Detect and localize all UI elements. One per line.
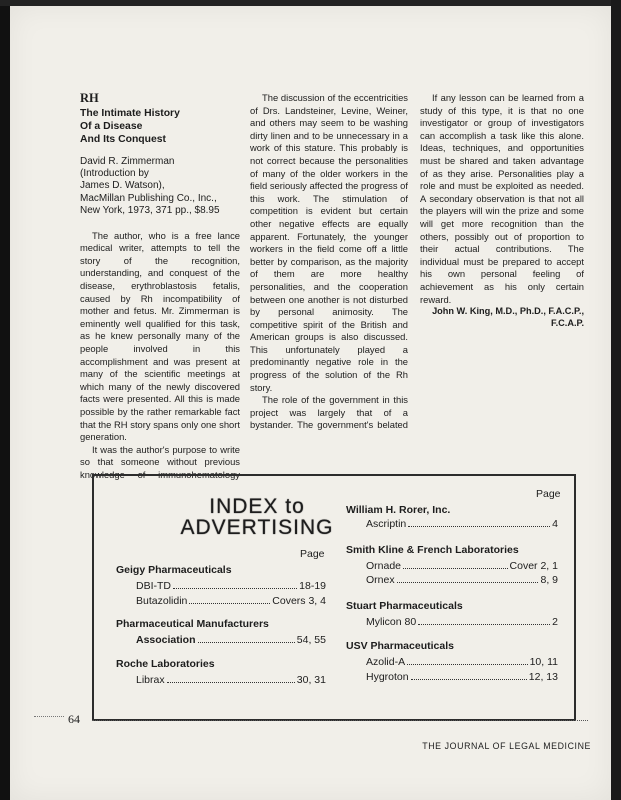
index-entry [136, 634, 326, 646]
product-name: Librax [136, 674, 165, 686]
subtitle-line: The Intimate History [80, 107, 180, 119]
product-name: Ornade [366, 560, 402, 572]
page-reference: 54, 55 [296, 634, 326, 646]
index-entry [366, 656, 558, 668]
scan-mark [34, 716, 64, 717]
page-reference: 18-19 [299, 580, 326, 592]
review-column-3 [420, 92, 584, 329]
index-title-line: ADVERTISING [180, 516, 334, 539]
citation-line: MacMillan Publishing Co., Inc., [80, 192, 217, 204]
review-subtitle [80, 107, 240, 146]
subtitle-line: And Its Conquest [80, 133, 167, 145]
page-reference: 2 [552, 616, 558, 628]
page-reference: 4 [552, 518, 558, 530]
product-name: Mylicon 80 [366, 616, 417, 628]
index-entry [136, 674, 326, 686]
index-entry [366, 574, 558, 586]
product-name: Association [136, 634, 196, 646]
product-name: Hygroton [366, 671, 409, 683]
subtitle-line: Of a Disease [80, 120, 143, 132]
journal-name: THE JOURNAL OF LEGAL MEDICINE [422, 741, 591, 751]
leader-dots [418, 623, 550, 625]
index-entry [366, 560, 558, 572]
advertiser-name: Smith Kline & French Laboratories [346, 544, 519, 556]
citation-line: James D. Watson), [80, 180, 165, 192]
product-name: DBI-TD [136, 580, 171, 592]
leader-dots [189, 602, 270, 604]
product-name: Ornex [366, 574, 395, 586]
page-reference: 30, 31 [296, 674, 326, 686]
page-reference: Covers 3, 4 [272, 595, 326, 607]
index-entry [366, 671, 558, 683]
leader-dots [403, 567, 508, 569]
scan-left-edge [0, 6, 10, 800]
review-paragraph: The discussion of the eccentricities of Drs. Landsteiner, Levine, Weiner, and others may seem to be washing dirty linen and to be unnecessary in a work of this stature. This probably is not correct because the personalities of many of the older workers in the field seriously affected the progress of this work. The stimulation of competition is evident but certain other negative effects are equally apparent. Fortunately, the younger workers in the field come off a little better by comparison, as the majority of them are more healthy personalities, and the cooperation between one another is not disturbed by personal animosity. The competitive spirit of the British and American groups is also discussed. This unfortunately played a predominantly negative role in the progress of the solution of the Rh story. [250, 92, 408, 393]
page-reference: 8, 9 [540, 574, 558, 586]
footer-rule [92, 720, 588, 721]
index-title-line: INDEX to [209, 495, 305, 518]
leader-dots [408, 525, 550, 527]
citation-line: (Introduction by [80, 168, 149, 179]
advertiser-name: USV Pharmaceuticals [346, 640, 454, 652]
advertiser-name: William H. Rorer, Inc. [346, 504, 451, 516]
review-paragraph: If any lesson can be learned from a study of this type, it is that no one investigator or group of investigators can accomplish a task like this alone. Ideas, techniques, and opportunities must be shared and taken advantage of as they arise. Personalities play a role and must be exploited as needed. A secondary observation is that not all the players will win the prize and some will get more recognition than the others, possibly out of proportion to their actual contributions. The individual must be prepared to accept his own personal feeling of achievement as his only certain reward. [420, 92, 584, 305]
review-title: RH [80, 91, 99, 105]
advertising-index-box [92, 474, 576, 721]
leader-dots [173, 587, 297, 589]
advertiser-name: Stuart Pharmaceuticals [346, 600, 463, 612]
citation-line: New York, 1973, 371 pp., $8.95 [80, 205, 220, 217]
scan-right-edge [611, 0, 621, 800]
page-reference: 10, 11 [529, 656, 558, 668]
leader-dots [167, 681, 295, 683]
review-column-1 [80, 92, 240, 481]
signature-line: F.C.A.P. [550, 317, 584, 328]
product-name: Ascriptin [366, 518, 407, 530]
advertiser-name: Pharmaceutical Manufacturers [116, 618, 269, 630]
review-paragraph: The role of the government in this project was largely that of a bystander. The government's belated [250, 394, 408, 431]
advertiser-name: Geigy Pharmaceuticals [116, 564, 232, 576]
index-entry [136, 580, 326, 592]
reviewer-signature [420, 306, 584, 329]
product-name: Butazolidin [136, 595, 188, 607]
index-entry [366, 616, 558, 628]
leader-dots [411, 678, 527, 680]
leader-dots [198, 641, 295, 643]
page-reference: 12, 13 [528, 671, 558, 683]
index-entry [136, 595, 326, 607]
citation-line: David R. Zimmerman [80, 155, 175, 167]
index-title [172, 496, 342, 538]
page-column-label: Page [536, 488, 561, 500]
review-column-2 [250, 92, 408, 432]
book-citation [80, 156, 240, 218]
signature-line: John W. King, M.D., Ph.D., F.A.C.P., [432, 306, 584, 317]
review-paragraph: It was the author's purpose to write so that someone without previous knowledge of immunohematology [80, 443, 240, 480]
leader-dots [397, 581, 539, 583]
page-number: 64 [68, 712, 80, 726]
review-paragraph: The author, who is a free lance medical writer, attempts to tell the story of the recognition, understanding, and conquest of the disease, erythroblastosis fetalis, caused by Rh incompatibility of mother and fetus. Mr. Zimmerman is eminently well qualified for this task, as he knew personally many of the people involved in this accomplishment and was present at many of the scientific meetings at which many of the newly discovered facts were presented. All this is made possible by the rather remarkable fact that the RH story spans only one short generation. [80, 229, 240, 443]
leader-dots [407, 663, 527, 665]
product-name: Azolid-A [366, 656, 406, 668]
page-reference: Cover 2, 1 [509, 560, 558, 572]
page-column-label: Page [300, 548, 325, 560]
index-entry [366, 518, 558, 530]
advertiser-name: Roche Laboratories [116, 658, 215, 670]
